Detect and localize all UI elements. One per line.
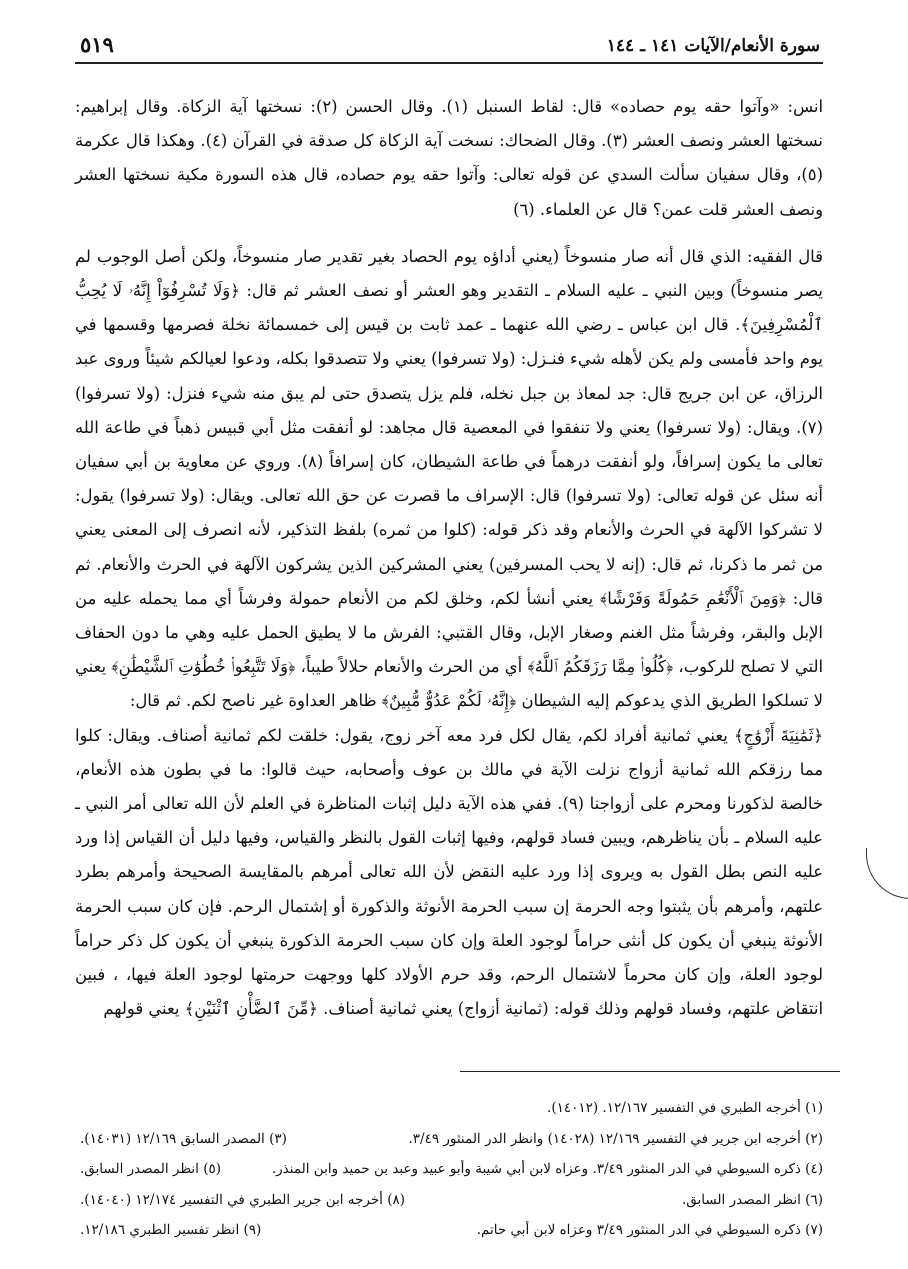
paragraph: انس: «وآتوا حقه يوم حصاده» قال: لقاط السنبل (١). وقال الحسن (٢): نسختها آية الزكاة. وقال إبراهيم: نسختها العشر ونصف العشر (٣). وقال الضحاك: نسخت آية الزكاة كل صدقة في القرآن (٤). وهكذا قال عكرمة (٥)، وقال سفيان سألت السدي عن قوله تعالى: وآتوا حقه يوم حصاده، قال هذه السورة مكية نسختها العشر ونصف العشر قلت عمن؟ قال عن العلماء. (٦)	[75, 97, 823, 219]
main-text	[75, 90, 823, 1026]
page-number: ٥١٩	[80, 32, 114, 57]
running-title: سورة الأنعام/الآيات ١٤١ ـ ١٤٤	[606, 36, 820, 56]
footnote-row	[80, 1093, 823, 1124]
footnote-8: (٨) أخرجه ابن جرير الطبري في التفسير ١٢/١٧٤ (١٤٠٤٠).	[80, 1191, 406, 1208]
page-header	[80, 30, 820, 60]
footnote-5: (٥) انظر المصدر السابق.	[80, 1161, 222, 1177]
footnote-2: (٢) أخرجه ابن جرير في التفسير ١٢/١٦٩ (١٤٠٢٨) وانظر الدر المنثور ٣/٤٩.	[408, 1130, 823, 1147]
footnote-row	[80, 1124, 823, 1155]
footnote-1: (١) أخرجه الطبري في التفسير ١٢/١٦٧. (١٤٠١٢).	[547, 1100, 823, 1116]
footnote-3: (٣) المصدر السابق ١٢/١٦٩ (١٤٠٣١).	[80, 1130, 287, 1147]
footnote-4: (٤) ذكره السيوطي في الدر المنثور ٣/٤٩. وعزاه لابن أبي شيبة وأبو عبيد وعبد بن حميد وابن المنذر.	[271, 1161, 823, 1177]
margin-bracket	[866, 848, 908, 899]
header-rule	[75, 62, 823, 64]
footnotes	[80, 1093, 823, 1246]
footnote-row	[80, 1215, 823, 1246]
footnote-row	[80, 1185, 823, 1216]
footnote-6: (٦) انظر المصدر السابق.	[681, 1191, 823, 1208]
paragraph: ﴿ثَمَٰنِيَةَ أَزْوَٰجٍ﴾ يعني ثمانية أفراد لكم، يقال لكل فرد معه آخر زوج، يقول: خلقت لكم ثمانية أصناف. ويقال: كلوا مما رزقكم الله ثمانية أزواج نزلت الآية في مالك بن عوف وأصحابه، حيث قالوا: ما في بطون هذه الأنعام، خالصة لذكورنا ومحرم على أزواجنا (٩). ففي هذه الآية دليل إثبات المناظرة في العلم لأن الله تعالى أمر النبي ـ عليه السلام ـ بأن يناظرهم، ويبين فساد قولهم، وفيها إثبات القول بالنظر والقياس، وفيها دليل أن القياس إذا ورد عليه النص بطل القول به ويروى إذا ورد عليه النقض لأن الله تعالى أمرهم بالمقايسة الصحيحة وأمرهم بطرد علتهم، وأمرهم بأن يثبتوا وجه الحرمة إن سبب الحرمة الأنوثة والذكورة أو إشتمال الرحم. فإن كان سبب الحرمة الأنوثة ينبغي أن يكون كل أنثى حراماً لوجود العلة وإن كان سبب الحرمة الذكورة ينبغي أن يكون كل ذكر حراماً لوجود العلة، وإن كان محرماً لاشتمال الرحم، وقد حرم الأولاد كلها ووجهت حرمتها لوجود العلة فيها، ، فبين انتقاض علتهم، وفساد قولهم وذلك قوله: (ثمانية أزواج) يعني ثمانية أصناف. ﴿مِّنَ ٱلضَّأْنِ ٱثْنَيْنِ﴾ يعني قولهم	[75, 725, 823, 1019]
footnote-9: (٩) انظر تفسير الطبري ١٢/١٨٦.	[80, 1222, 262, 1238]
footnote-row	[80, 1154, 823, 1185]
paragraph: قال الفقيه: الذي قال أنه صار منسوخاً (يعني أداؤه يوم الحصاد بغير تقدير صار منسوخاً، ولكن أصل الوجوب لم يصر منسوخاً) وبين النبي ـ عليه السلام ـ التقدير وهو العشر أو نصف العشر ثم قال: ﴿وَلَا تُسْرِفُوٓاْ إِنَّهُۥ لَا يُحِبُّ ٱلْمُسْرِفِينَ﴾. قال ابن عباس ـ رضي الله عنهما ـ عمد ثابت بن قيس إلى خمسمائة نخلة فصرمها وقسمها في يوم واحد فأمسى ولم يكن لأهله شيء فنـزل: (ولا تسرفوا) يعني ولا تتصدقوا بكله، ودعوا لعيالكم شيئاً وروى عبد الرزاق، عن ابن جريج قال: جد لمعاذ بن جبل نخله، فلم يزل يتصدق حتى لم يبق منه شيء فنزل: (ولا تسرفوا) (٧). ويقال: (ولا تسرفوا) يعني ولا تنفقوا في المعصية قال مجاهد: لو أنفقت مثل أبي قبيس ذهباً في طاعة الله تعالى ما يكون إسرافاً، ولو أنفقت درهماً في طاعة الشيطان، كان إسرافاً (٨). وروي عن معاوية بن أبي سفيان أنه سئل عن قوله تعالى: (ولا تسرفوا) قال: الإسراف ما قصرت عن حق الله تعالى. ويقال: (ولا تسرفوا) يقول: لا تشركوا الآلهة في الحرث والأنعام وقد ذكر قوله: (كلوا من ثمره) بلفظ التذكير، لأنه انصرف إلى المعنى يعني من ثمر ما ذكرنا، ثم قال: (إنه لا يحب المسرفين) يعني المشركين الذين يشركون الآلهة في الحرث والأنعام. ثم قال: ﴿وَمِنَ ٱلْأَنْعَٰمِ حَمُولَةً وَفَرْشًا﴾ يعني أنشأ لكم، وخلق لكم من الأنعام حمولة وفرشاً أي مما يحمله عليه من الإبل والبقر، وفرشاً مثل الغنم وصغار الإبل، وقال القتبي: الفرش ما لا يطيق الحمل عليه وهي ما دون الحفاف التي لا تصلح للركوب، ﴿كُلُوا۟ مِمَّا رَزَقَكُمُ ٱللَّهُ﴾ أي من الحرث والأنعام حلالاً طيباً، ﴿وَلَا تَتَّبِعُوا۟ خُطُوَٰتِ ٱلشَّيْطَٰنِ﴾ يعني لا تسلكوا الطريق الذي يدعوكم إليه الشيطان ﴿إِنَّهُۥ لَكُمْ عَدُوٌّ مُّبِينٌ﴾ ظاهر العداوة غير ناصح لكم. ثم قال:	[75, 246, 823, 711]
footnote-7: (٧) ذكره السيوطي في الدر المنثور ٣/٤٩ وعزاه لابن أبي حاتم.	[476, 1222, 823, 1238]
footnote-rule	[460, 1071, 840, 1072]
